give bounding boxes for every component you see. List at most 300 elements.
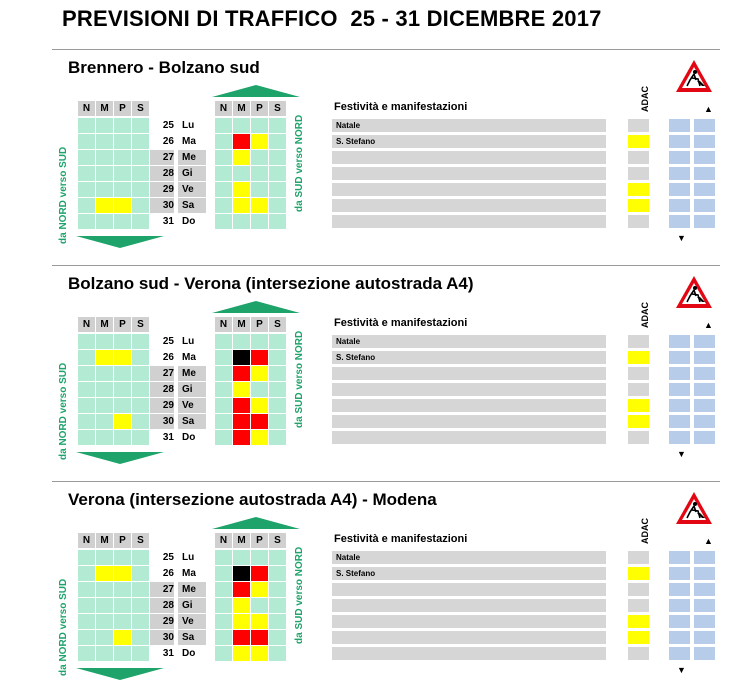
day-number: 30 (150, 414, 174, 429)
festivity-row (332, 383, 606, 396)
slot-header: N (215, 101, 232, 116)
day-number: 25 (162, 552, 174, 563)
scroll-down-arrow-icon: ▼ (677, 665, 686, 675)
traffic-cell (78, 614, 95, 629)
traffic-cell (269, 414, 286, 429)
traffic-cell (233, 134, 250, 149)
roadworks-cell (694, 615, 715, 628)
traffic-cell (251, 350, 268, 365)
traffic-cell (215, 350, 232, 365)
day-name: Sa (178, 630, 206, 645)
traffic-cell (251, 398, 268, 413)
day-number: 26 (162, 352, 174, 363)
traffic-cell (233, 566, 250, 581)
roadworks-cell (694, 551, 715, 564)
traffic-cell (78, 198, 95, 213)
roadworks-cell (694, 119, 715, 132)
day-name: Do (182, 648, 196, 659)
roadworks-cell (694, 431, 715, 444)
traffic-cell (215, 166, 232, 181)
traffic-cell (96, 414, 113, 429)
slot-header: S (269, 317, 286, 332)
roadworks-cell (669, 215, 690, 228)
traffic-cell (269, 150, 286, 165)
day-number: 29 (150, 182, 174, 197)
day-number: 27 (150, 366, 174, 381)
traffic-cell (114, 150, 131, 165)
slot-header: P (251, 317, 268, 332)
label-sud-verso-nord: da SUD verso NORD (294, 546, 305, 644)
roadworks-cell (669, 647, 690, 660)
festivity-row (332, 183, 606, 196)
slot-header: P (114, 101, 131, 116)
day-name: Me (178, 366, 206, 381)
traffic-cell (114, 566, 131, 581)
day-number: 30 (150, 198, 174, 213)
traffic-cell (269, 334, 286, 349)
label-nord-verso-sud: da NORD verso SUD (58, 362, 69, 460)
traffic-cell (269, 118, 286, 133)
roadworks-warning-sign-icon (674, 58, 714, 94)
roadworks-cell (694, 415, 715, 428)
adac-cell (628, 415, 649, 428)
traffic-cell (251, 646, 268, 661)
adac-cell (628, 399, 649, 412)
traffic-cell (269, 398, 286, 413)
traffic-cell (78, 382, 95, 397)
traffic-cell (251, 214, 268, 229)
day-name: Lu (182, 120, 195, 131)
traffic-cell (251, 150, 268, 165)
festivity-row: Natale (332, 551, 606, 564)
traffic-cell (269, 566, 286, 581)
adac-cell (628, 199, 649, 212)
traffic-cell (269, 214, 286, 229)
traffic-cell (132, 646, 149, 661)
label-sud-verso-nord: da SUD verso NORD (294, 330, 305, 428)
day-name: Ve (178, 182, 206, 197)
day-name: Me (178, 150, 206, 165)
traffic-cell (78, 366, 95, 381)
day-name: Sa (178, 198, 206, 213)
day-name: Lu (182, 552, 195, 563)
traffic-cell (132, 198, 149, 213)
traffic-cell (96, 646, 113, 661)
day-name: Ma (182, 136, 196, 147)
traffic-cell (269, 182, 286, 197)
traffic-cell (114, 334, 131, 349)
traffic-cell (233, 582, 250, 597)
traffic-cell (96, 150, 113, 165)
northbound-arrow-icon (212, 85, 300, 97)
traffic-cell (215, 550, 232, 565)
traffic-cell (96, 182, 113, 197)
roadworks-cell (694, 335, 715, 348)
roadworks-cell (694, 383, 715, 396)
traffic-cell (114, 414, 131, 429)
traffic-cell (96, 398, 113, 413)
traffic-cell (215, 630, 232, 645)
festivity-row (332, 599, 606, 612)
day-number: 28 (150, 598, 174, 613)
scroll-up-arrow-icon: ▲ (704, 104, 713, 114)
festivity-row (332, 583, 606, 596)
traffic-cell (233, 166, 250, 181)
festivity-row (332, 399, 606, 412)
traffic-cell (251, 166, 268, 181)
adac-cell (628, 151, 649, 164)
traffic-cell (251, 414, 268, 429)
roadworks-cell (669, 199, 690, 212)
roadworks-cell (669, 135, 690, 148)
adac-cell (628, 551, 649, 564)
roadworks-cell (694, 567, 715, 580)
slot-header: N (78, 317, 95, 332)
adac-cell (628, 615, 649, 628)
day-number: 26 (162, 568, 174, 579)
route-section (0, 488, 742, 690)
slot-header: M (233, 533, 250, 548)
traffic-cell (215, 150, 232, 165)
traffic-cell (269, 630, 286, 645)
route-title: Bolzano sud - Verona (intersezione autostrada A4) (68, 274, 474, 293)
roadworks-cell (669, 119, 690, 132)
slot-header: S (132, 101, 149, 116)
traffic-cell (132, 150, 149, 165)
southbound-arrow-icon (76, 236, 164, 248)
route-section (0, 272, 742, 482)
roadworks-cell (669, 615, 690, 628)
traffic-cell (132, 382, 149, 397)
traffic-cell (96, 366, 113, 381)
northbound-arrow-icon (212, 301, 300, 313)
day-number: 25 (162, 120, 174, 131)
slot-header: N (215, 533, 232, 548)
traffic-cell (114, 382, 131, 397)
label-nord-verso-sud: da NORD verso SUD (58, 578, 69, 676)
traffic-cell (96, 614, 113, 629)
traffic-cell (132, 398, 149, 413)
traffic-cell (78, 334, 95, 349)
traffic-cell (269, 166, 286, 181)
slot-header: P (251, 533, 268, 548)
day-number: 26 (162, 136, 174, 147)
day-number: 29 (150, 614, 174, 629)
day-name: Ve (178, 398, 206, 413)
traffic-cell (269, 582, 286, 597)
traffic-cell (96, 582, 113, 597)
slot-header: M (233, 101, 250, 116)
roadworks-cell (669, 399, 690, 412)
traffic-cell (132, 118, 149, 133)
day-number: 28 (150, 382, 174, 397)
traffic-cell (233, 182, 250, 197)
traffic-cell (78, 350, 95, 365)
traffic-cell (96, 598, 113, 613)
traffic-cell (96, 550, 113, 565)
traffic-cell (96, 198, 113, 213)
traffic-cell (251, 198, 268, 213)
slot-header: N (78, 533, 95, 548)
roadworks-cell (694, 599, 715, 612)
traffic-cell (114, 198, 131, 213)
roadworks-cell (694, 183, 715, 196)
festivity-row: S. Stefano (332, 135, 606, 148)
traffic-cell (233, 598, 250, 613)
traffic-cell (114, 166, 131, 181)
roadworks-warning-sign-icon (674, 490, 714, 526)
traffic-cell (114, 550, 131, 565)
traffic-cell (78, 550, 95, 565)
traffic-cell (78, 182, 95, 197)
day-number: 27 (150, 150, 174, 165)
adac-cell (628, 135, 649, 148)
traffic-cell (269, 614, 286, 629)
scroll-up-arrow-icon: ▲ (704, 320, 713, 330)
traffic-cell (251, 134, 268, 149)
traffic-cell (78, 118, 95, 133)
label-sud-verso-nord: da SUD verso NORD (294, 114, 305, 212)
roadworks-cell (669, 599, 690, 612)
traffic-cell (269, 198, 286, 213)
traffic-cell (215, 430, 232, 445)
roadworks-cell (694, 631, 715, 644)
traffic-cell (233, 350, 250, 365)
traffic-cell (251, 582, 268, 597)
traffic-cell (114, 582, 131, 597)
traffic-cell (132, 614, 149, 629)
festivity-row (332, 151, 606, 164)
traffic-cell (233, 150, 250, 165)
adac-header: ADAC (640, 518, 650, 544)
traffic-cell (233, 118, 250, 133)
slot-header: N (78, 101, 95, 116)
traffic-cell (233, 550, 250, 565)
traffic-cell (251, 630, 268, 645)
festivity-row (332, 631, 606, 644)
traffic-cell (114, 630, 131, 645)
traffic-cell (215, 214, 232, 229)
traffic-cell (114, 214, 131, 229)
traffic-cell (78, 646, 95, 661)
festivities-header: Festività e manifestazioni (334, 533, 468, 545)
day-number: 25 (162, 336, 174, 347)
festivity-row (332, 647, 606, 660)
traffic-cell (132, 414, 149, 429)
traffic-cell (215, 366, 232, 381)
adac-cell (628, 215, 649, 228)
northbound-arrow-icon (212, 517, 300, 529)
adac-cell (628, 431, 649, 444)
traffic-cell (96, 134, 113, 149)
traffic-cell (269, 350, 286, 365)
day-number: 31 (162, 432, 174, 443)
traffic-cell (215, 382, 232, 397)
roadworks-cell (669, 351, 690, 364)
day-name: Gi (178, 598, 206, 613)
roadworks-cell (669, 183, 690, 196)
traffic-cell (251, 598, 268, 613)
festivity-row: S. Stefano (332, 567, 606, 580)
traffic-cell (233, 398, 250, 413)
traffic-cell (269, 550, 286, 565)
slot-header: M (96, 101, 113, 116)
divider (52, 49, 720, 50)
traffic-cell (269, 382, 286, 397)
traffic-cell (233, 646, 250, 661)
adac-cell (628, 567, 649, 580)
traffic-cell (114, 118, 131, 133)
roadworks-cell (669, 383, 690, 396)
festivity-row (332, 415, 606, 428)
slot-header: S (269, 101, 286, 116)
adac-cell (628, 167, 649, 180)
slot-header: S (132, 533, 149, 548)
traffic-cell (251, 550, 268, 565)
slot-header: P (114, 533, 131, 548)
slot-header: M (96, 317, 113, 332)
traffic-cell (132, 134, 149, 149)
roadworks-cell (669, 583, 690, 596)
day-number: 31 (162, 648, 174, 659)
slot-header: P (251, 101, 268, 116)
adac-cell (628, 631, 649, 644)
traffic-cell (114, 350, 131, 365)
traffic-cell (96, 430, 113, 445)
traffic-cell (251, 334, 268, 349)
traffic-cell (78, 398, 95, 413)
traffic-cell (96, 566, 113, 581)
traffic-cell (251, 182, 268, 197)
roadworks-cell (694, 647, 715, 660)
traffic-cell (132, 566, 149, 581)
roadworks-cell (669, 367, 690, 380)
traffic-cell (215, 414, 232, 429)
traffic-cell (233, 334, 250, 349)
roadworks-cell (694, 199, 715, 212)
route-title: Verona (intersezione autostrada A4) - Modena (68, 490, 437, 509)
traffic-cell (251, 118, 268, 133)
festivity-row: Natale (332, 335, 606, 348)
traffic-cell (233, 366, 250, 381)
adac-header: ADAC (640, 86, 650, 112)
festivity-row: S. Stefano (332, 351, 606, 364)
roadworks-cell (694, 167, 715, 180)
day-name: Do (182, 432, 196, 443)
day-name: Ve (178, 614, 206, 629)
day-name: Gi (178, 382, 206, 397)
traffic-cell (215, 182, 232, 197)
traffic-cell (96, 118, 113, 133)
traffic-cell (215, 398, 232, 413)
slot-header: M (96, 533, 113, 548)
roadworks-cell (669, 551, 690, 564)
southbound-arrow-icon (76, 668, 164, 680)
traffic-cell (96, 630, 113, 645)
traffic-cell (78, 414, 95, 429)
traffic-cell (132, 582, 149, 597)
traffic-cell (78, 166, 95, 181)
traffic-cell (215, 198, 232, 213)
scroll-down-arrow-icon: ▼ (677, 449, 686, 459)
traffic-cell (114, 614, 131, 629)
slot-header: S (132, 317, 149, 332)
traffic-cell (132, 350, 149, 365)
traffic-cell (114, 366, 131, 381)
roadworks-cell (694, 399, 715, 412)
slot-header: M (233, 317, 250, 332)
traffic-cell (269, 430, 286, 445)
traffic-cell (233, 414, 250, 429)
festivity-row (332, 199, 606, 212)
roadworks-cell (669, 431, 690, 444)
traffic-cell (78, 150, 95, 165)
day-number: 28 (150, 166, 174, 181)
traffic-cell (78, 134, 95, 149)
page-title: PREVISIONI DI TRAFFICO 25 - 31 DICEMBRE 2017 (62, 6, 602, 31)
roadworks-cell (694, 351, 715, 364)
traffic-cell (78, 630, 95, 645)
day-name: Ma (182, 568, 196, 579)
traffic-cell (96, 334, 113, 349)
traffic-cell (96, 350, 113, 365)
scroll-up-arrow-icon: ▲ (704, 536, 713, 546)
traffic-cell (215, 614, 232, 629)
roadworks-cell (669, 335, 690, 348)
slot-header: N (215, 317, 232, 332)
traffic-cell (78, 566, 95, 581)
traffic-cell (215, 646, 232, 661)
traffic-cell (132, 214, 149, 229)
roadworks-cell (694, 367, 715, 380)
traffic-cell (233, 382, 250, 397)
traffic-cell (269, 646, 286, 661)
festivities-header: Festività e manifestazioni (334, 317, 468, 329)
day-number: 31 (162, 216, 174, 227)
roadworks-cell (694, 215, 715, 228)
roadworks-cell (694, 583, 715, 596)
traffic-cell (233, 630, 250, 645)
adac-cell (628, 351, 649, 364)
adac-cell (628, 599, 649, 612)
traffic-cell (132, 550, 149, 565)
traffic-cell (233, 214, 250, 229)
adac-cell (628, 119, 649, 132)
traffic-cell (132, 430, 149, 445)
traffic-cell (269, 366, 286, 381)
traffic-cell (215, 118, 232, 133)
traffic-cell (233, 430, 250, 445)
adac-cell (628, 183, 649, 196)
slot-header: P (114, 317, 131, 332)
traffic-cell (251, 430, 268, 445)
festivity-row (332, 167, 606, 180)
traffic-cell (233, 614, 250, 629)
festivity-row (332, 431, 606, 444)
adac-header: ADAC (640, 302, 650, 328)
day-name: Lu (182, 336, 195, 347)
route-title: Brennero - Bolzano sud (68, 58, 260, 77)
traffic-cell (215, 566, 232, 581)
route-section (0, 56, 742, 266)
festivity-row (332, 215, 606, 228)
traffic-cell (78, 430, 95, 445)
roadworks-cell (669, 167, 690, 180)
traffic-cell (132, 366, 149, 381)
traffic-cell (251, 382, 268, 397)
traffic-cell (114, 598, 131, 613)
traffic-cell (215, 134, 232, 149)
